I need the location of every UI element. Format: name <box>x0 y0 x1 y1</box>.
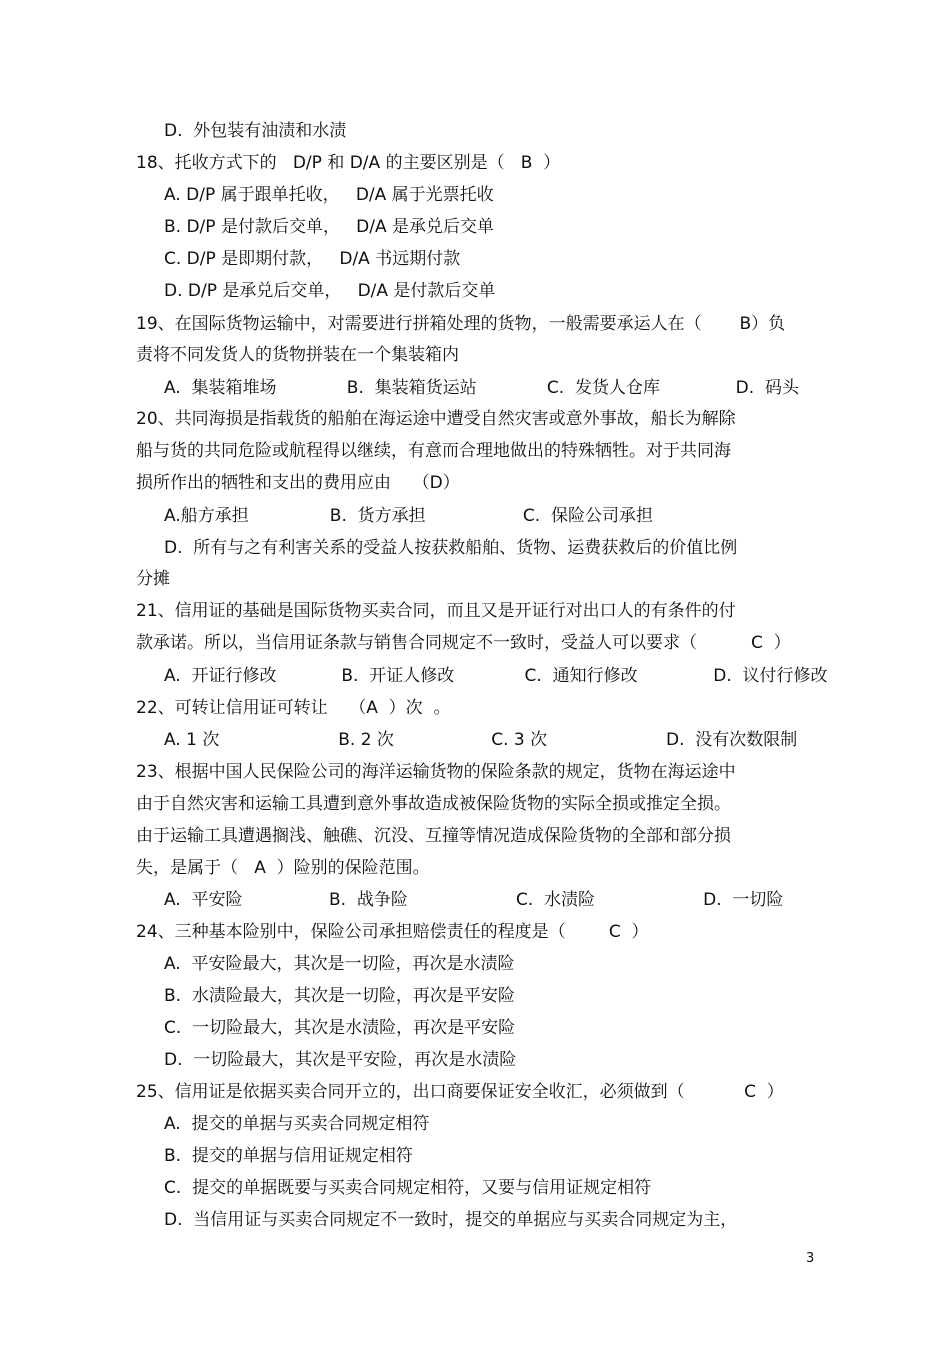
option-line: B. D/P 是付款后交单， D/A 是承兑后交单 <box>164 217 495 237</box>
text-line: 款承诺。所以，当信用证条款与销售合同规定不一致时，受益人可以要求（ C ） <box>136 633 791 653</box>
option-line: A. 开证行修改 B. 开证人修改 C. 通知行修改 D. 议付行修改 <box>164 666 828 686</box>
option-line: D. 一切险最大，其次是平安险，再次是水渍险 <box>164 1050 517 1070</box>
text-line: 由于运输工具遭遇搁浅、触礁、沉没、互撞等情况造成保险货物的全部和部分损 <box>136 826 731 846</box>
question-25: 25、信用证是依据买卖合同开立的，出口商要保证安全收汇，必须做到（ C ） <box>136 1082 784 1102</box>
option-line: B. 水渍险最大，其次是一切险，再次是平安险 <box>164 986 515 1006</box>
option-line: D. 所有与之有利害关系的受益人按获救船舶、货物、运费获救后的价值比例 <box>164 538 738 558</box>
question-21: 21、信用证的基础是国际货物买卖合同，而且又是开证行对出口人的有条件的付 <box>136 601 736 621</box>
option-line: A. 平安险最大，其次是一切险，再次是水渍险 <box>164 954 515 974</box>
option-line: A.船方承担 B. 货方承担 C. 保险公司承担 <box>164 506 654 526</box>
question-24: 24、三种基本险别中，保险公司承担赔偿责任的程度是（ C ） <box>136 922 649 942</box>
question-18: 18、托收方式下的 D/P 和 D/A 的主要区别是（ B ） <box>136 153 561 173</box>
option-line: C. D/P 是即期付款， D/A 书远期付款 <box>164 249 461 269</box>
option-line: A. D/P 属于跟单托收， D/A 属于光票托收 <box>164 185 494 205</box>
option-line: A. 1 次 B. 2 次 C. 3 次 D. 没有次数限制 <box>164 730 798 750</box>
question-19: 19、在国际货物运输中，对需要进行拼箱处理的货物，一般需要承运人在（ B）负 <box>136 314 786 334</box>
text-line: 责将不同发货人的货物拼装在一个集装箱内 <box>136 345 459 365</box>
option-line: D. 当信用证与买卖合同规定不一致时，提交的单据应与买卖合同规定为主， <box>164 1210 738 1230</box>
text-line: 船与货的共同危险或航程得以继续，有意而合理地做出的特殊牺牲。对于共同海 <box>136 441 731 461</box>
text-line: 损所作出的牺牲和支出的费用应由 （D） <box>136 473 460 493</box>
text-line: 失，是属于（ A ）险别的保险范围。 <box>136 858 430 878</box>
text-line: 分摊 <box>136 569 170 589</box>
option-line: A. 集装箱堆场 B. 集装箱货运站 C. 发货人仓库 D. 码头 <box>164 378 799 398</box>
text-line: D. 外包装有油渍和水渍 <box>164 121 347 141</box>
option-line: C. 提交的单据既要与买卖合同规定相符，又要与信用证规定相符 <box>164 1178 652 1198</box>
option-line: B. 提交的单据与信用证规定相符 <box>164 1146 413 1166</box>
option-line: A. 提交的单据与买卖合同规定相符 <box>164 1114 430 1134</box>
question-22: 22、可转让信用证可转让 （A ）次 。 <box>136 698 451 718</box>
option-line: C. 一切险最大，其次是水渍险，再次是平安险 <box>164 1018 516 1038</box>
option-line: A. 平安险 B. 战争险 C. 水渍险 D. 一切险 <box>164 890 784 910</box>
option-line: D. D/P 是承兑后交单， D/A 是付款后交单 <box>164 281 496 301</box>
question-23: 23、根据中国人民保险公司的海洋运输货物的保险条款的规定，货物在海运途中 <box>136 762 736 782</box>
text-line: 由于自然灾害和运输工具遭到意外事故造成被保险货物的实际全损或推定全损。 <box>136 794 731 814</box>
question-20: 20、共同海损是指载货的船舶在海运途中遭受自然灾害或意外事故，船长为解除 <box>136 409 736 429</box>
page-number: 3 <box>806 1251 815 1266</box>
